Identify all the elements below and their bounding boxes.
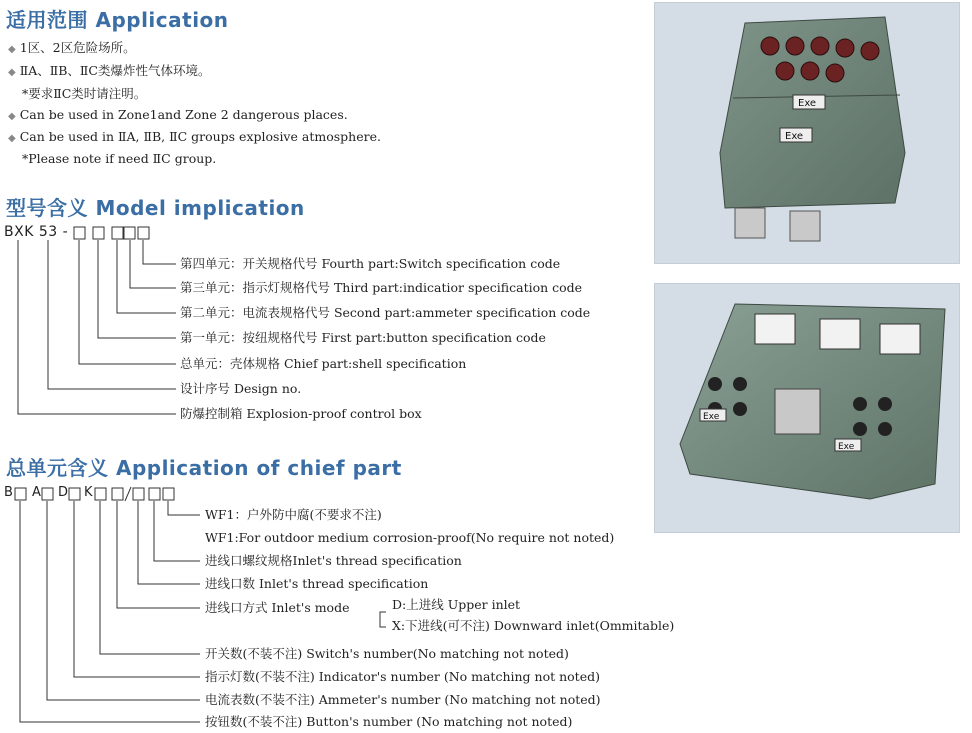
exe-label: Exe (785, 131, 804, 142)
chief-label: 电流表数(不装不注) Ammeter's number (No matching not noted) (205, 692, 601, 707)
diamond-bullet-icon: ◆ (8, 44, 16, 55)
model-label: 防爆控制箱 Explosion-proof control box (180, 406, 422, 421)
exe-label: Exe (798, 98, 817, 109)
model-label: 第四单元：开关规格代号 Fourth part:Switch specification code (180, 256, 561, 271)
section2-title: 型号含义 Model implication (6, 196, 305, 220)
chief-label: WF1：户外防中腐(不要求不注) (205, 507, 382, 522)
chief-sublabel: D:上进线 Upper inlet (392, 597, 521, 612)
section1-item: ◆ Can be used in Zone1and Zone 2 dangerous places. (8, 107, 348, 122)
product-photo-2 (654, 283, 960, 533)
section1-title: 适用范围 Application (6, 8, 229, 32)
product-photo-1 (654, 2, 960, 264)
chief-sublabel: X:下进线(可不注) Downward inlet(Ommitable) (392, 618, 675, 633)
diamond-bullet-icon: ◆ (8, 67, 16, 78)
section1-item: ◆ ⅡA、ⅡB、ⅡC类爆炸性气体环境。 (8, 63, 211, 78)
control-box-image (655, 284, 961, 534)
model-label: 总单元：壳体规格 Chief part:shell specification (180, 356, 467, 371)
chief-label: 进线口方式 Inlet's mode (205, 600, 350, 615)
diamond-bullet-icon: ◆ (8, 133, 16, 144)
model-code-prefix: BXK 53 - (4, 224, 69, 240)
chief-label: 按钮数(不装不注) Button's number (No matching not noted) (205, 714, 573, 729)
section3-title: 总单元含义 Application of chief part (6, 456, 402, 480)
chief-label: 进线口螺纹规格Inlet's thread specification (205, 553, 462, 568)
chief-label: 指示灯数(不装不注) Indicator's number (No matching not noted) (205, 669, 600, 684)
chief-label: WF1:For outdoor medium corrosion-proof(No require not noted) (205, 530, 615, 545)
exe-label: Exe (703, 412, 720, 422)
model-label: 第一单元：按纽规格代号 First part:button specification code (180, 330, 546, 345)
control-box-image (655, 3, 961, 265)
model-label: 设计序号 Design no. (180, 381, 302, 396)
exe-label: Exe (838, 442, 855, 452)
chief-label: 开关数(不装不注) Switch's number(No matching not noted) (205, 646, 569, 661)
section1-item: ◆ 1区、2区危险场所。 (8, 40, 136, 55)
model-label: 第二单元：电流表规格代号 Second part:ammeter specification code (180, 305, 591, 320)
section1-item: *Please note if need ⅡC group. (22, 151, 217, 166)
chief-label: 进线口数 Inlet's thread specification (205, 576, 429, 591)
diamond-bullet-icon: ◆ (8, 111, 16, 122)
model-label: 第三单元：指示灯规格代号 Third part:indicatior specification code (180, 280, 583, 295)
section1-item: ◆ Can be used in ⅡA, ⅡB, ⅡC groups explosive atmosphere. (8, 129, 381, 144)
section1-item: *要求ⅡC类时请注明。 (22, 86, 147, 101)
